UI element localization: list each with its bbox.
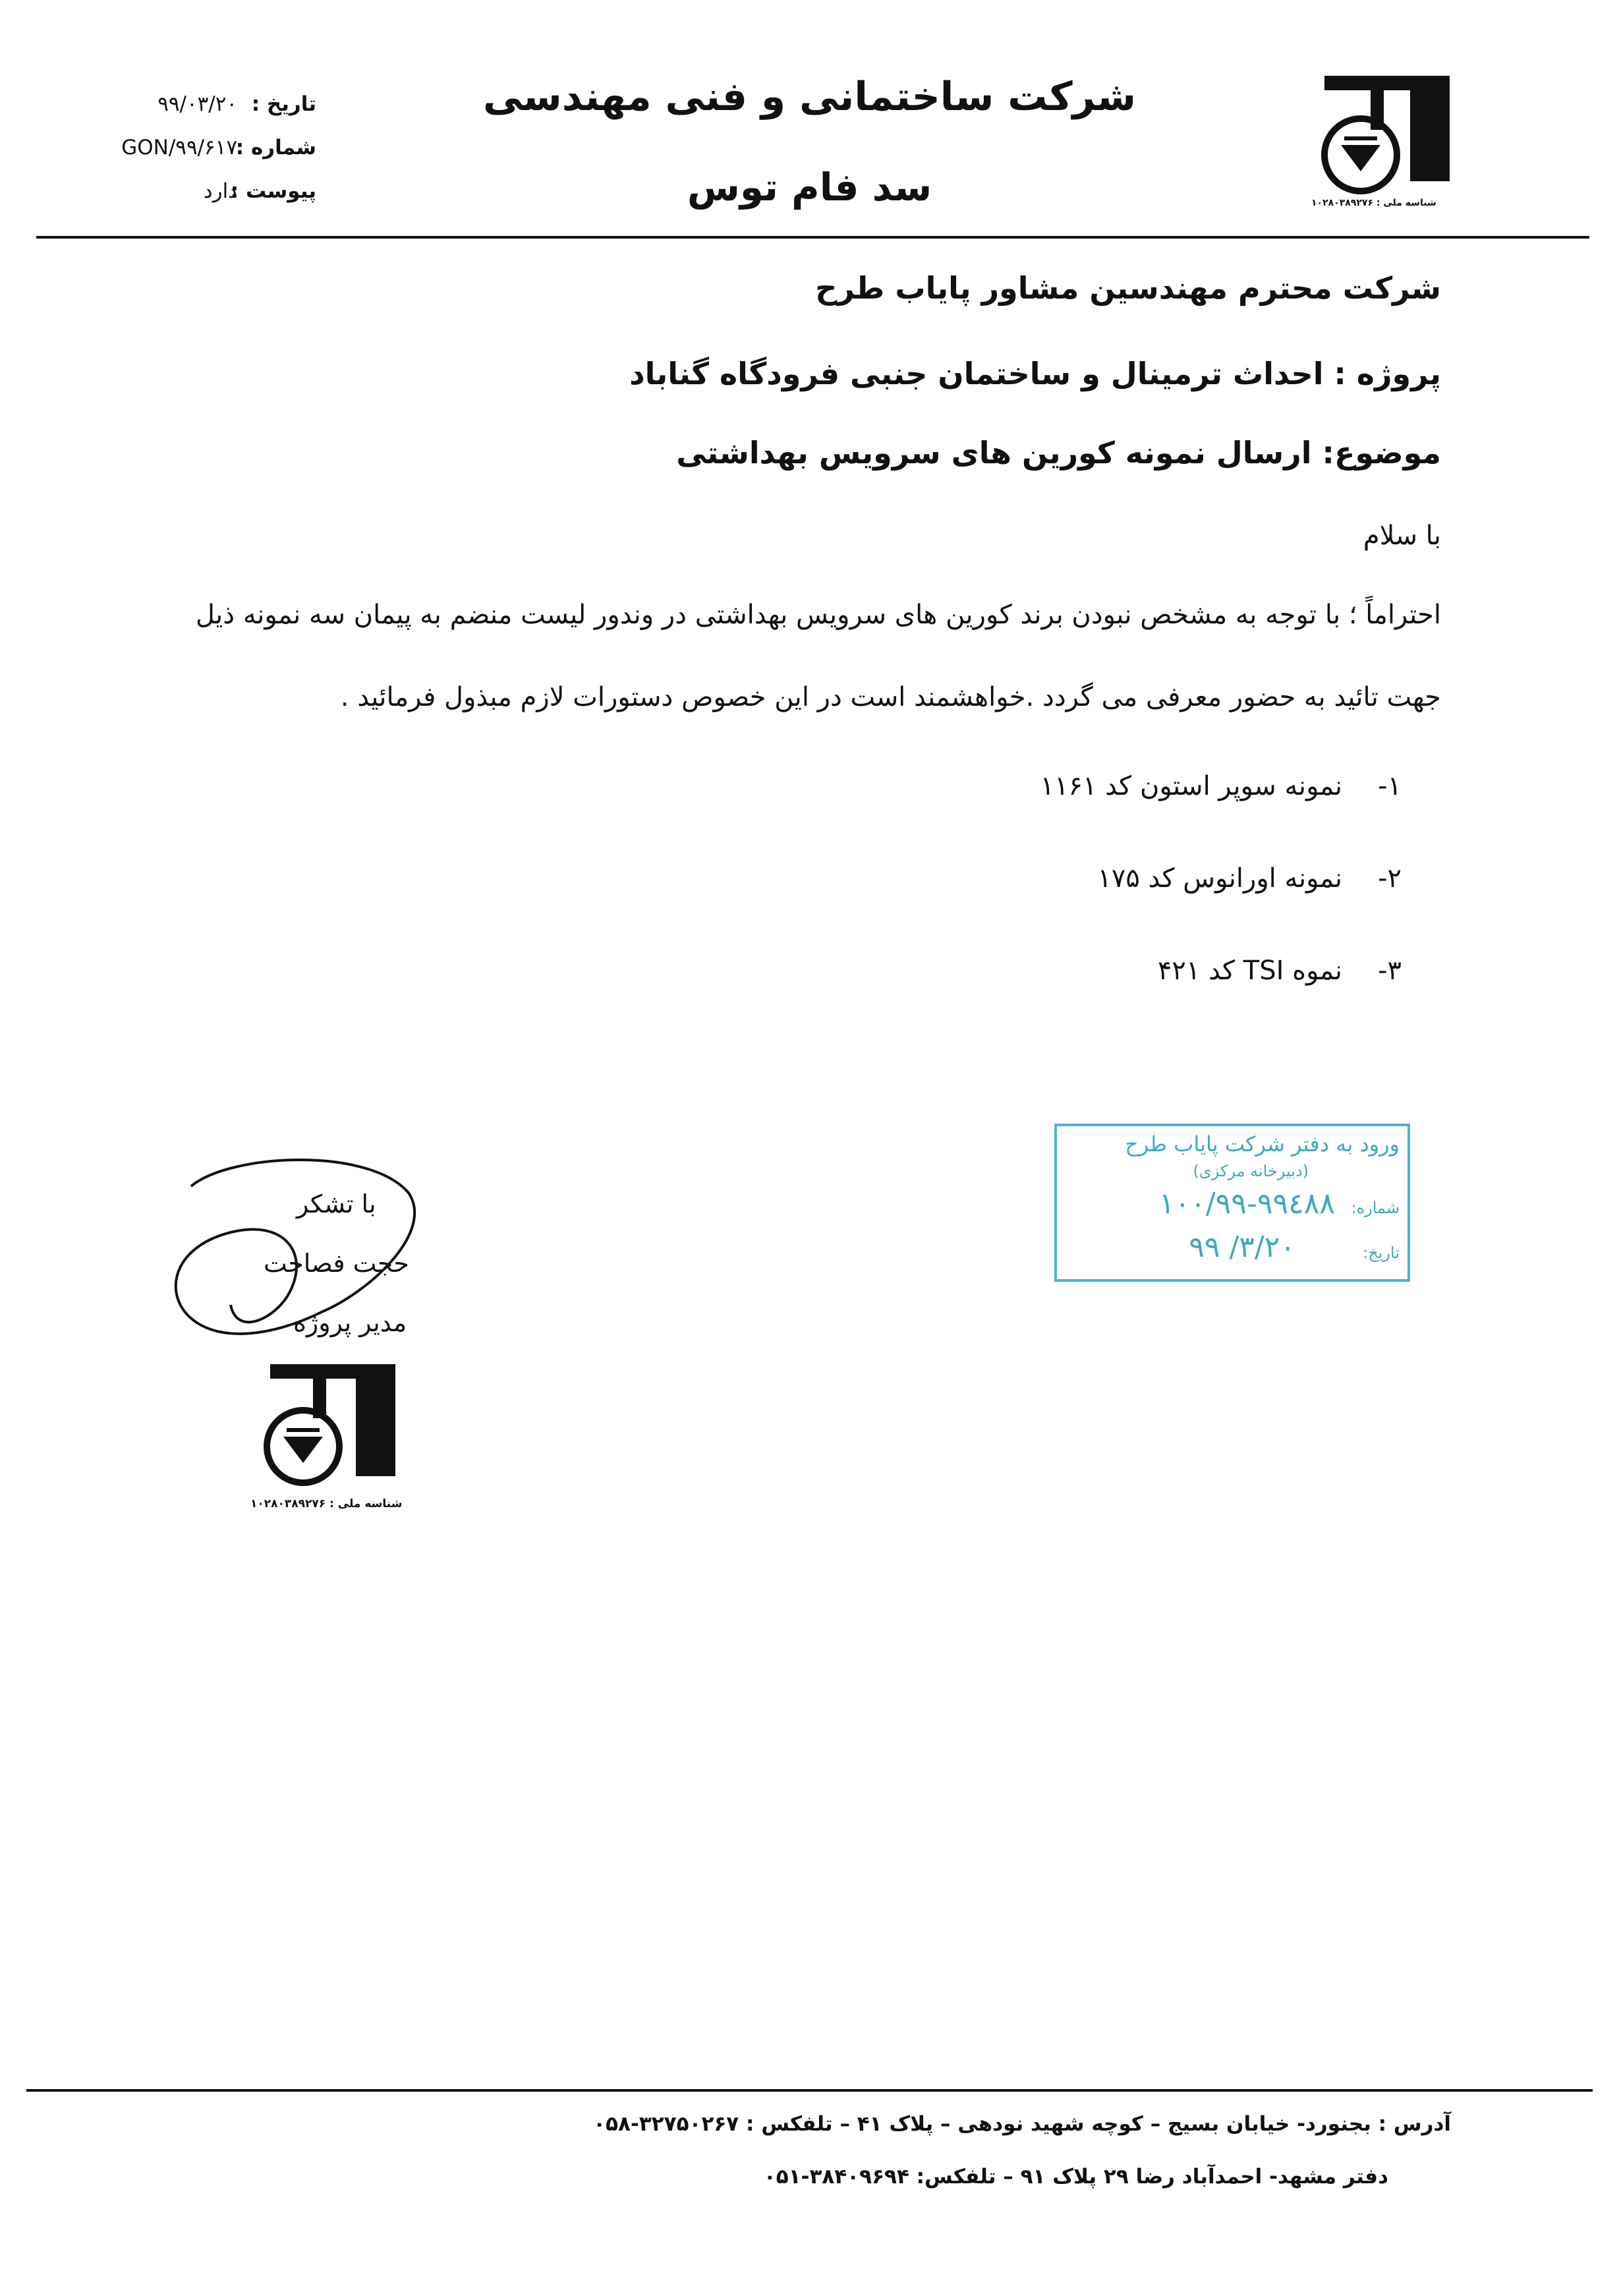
list-item-number: ۳- xyxy=(1378,956,1402,986)
seal-national-id: شناسه ملی : ۱۰۲۸۰۳۸۹۲۷۶ xyxy=(250,1497,403,1510)
receipt-stamp xyxy=(1054,1124,1410,1282)
attachment-label: پیوست : xyxy=(230,179,316,203)
body-paragraph-line1: احتراماً ؛ با توجه به مشخص نبودن برند کورین های سرویس بهداشتی در وندور لیست منضم به پیمان سه نمونه ذیل xyxy=(195,600,1441,630)
signature-name: حجت فصاحت xyxy=(264,1249,409,1278)
list-item-number: ۲- xyxy=(1378,863,1402,894)
recipient: شرکت محترم مهندسین مشاور پایاب طرح xyxy=(815,270,1441,306)
company-name: شرکت ساختمانی و فنی مهندسی xyxy=(483,74,1136,120)
footer-office: دفتر مشهد- احمدآباد رضا ۲۹ پلاک ۹۱ – تلفکس: ۳۸۴۰۹۶۹۴-۰۵۱ xyxy=(763,2165,1388,2189)
company-seal xyxy=(250,1344,409,1529)
logo-national-id: شناسه ملی : ۱۰۲۸۰۳۸۹۲۷۶ xyxy=(1311,198,1436,208)
date-row xyxy=(66,92,316,125)
stamp-title: ورود به دفتر شرکت پایاب طرح xyxy=(1125,1132,1400,1157)
number-label: شماره : xyxy=(235,136,316,159)
stamp-number-value: ۱۰۰/۹۹-۹۹٤۸۸ xyxy=(1158,1187,1335,1220)
number-row xyxy=(66,136,316,169)
attachment-row xyxy=(66,179,316,212)
footer-address: آدرس : بجنورد- خیابان بسیج – کوچه شهید نودهی – پلاک ۴۱ – تلفکس : ۳۲۷۵۰۲۶۷-۰۵۸ xyxy=(593,2112,1451,2136)
signature-role: مدیر پروژه xyxy=(293,1308,407,1337)
date-value: ۹۹/۰۳/۲۰ xyxy=(157,92,237,116)
list-item-text: نمونه سوپر استون کد ۱۱۶۱ xyxy=(1040,771,1342,801)
attachment-value: دارد xyxy=(203,179,237,203)
number-value: GON/۹۹/۶۱۷ xyxy=(121,136,237,159)
body-paragraph-line2: جهت تائید به حضور معرفی می گردد .خواهشمند است در این خصوص دستورات لازم مبذول فرمائید . xyxy=(340,682,1441,712)
list-item xyxy=(1040,771,1402,801)
stamp-subtitle: (دبیرخانه مرکزی) xyxy=(1193,1162,1309,1180)
company-logo-icon xyxy=(1311,63,1463,194)
company-seal-icon xyxy=(250,1344,409,1496)
stamp-number-label: شماره: xyxy=(1351,1199,1400,1217)
project-line: پروژه : احداث ترمینال و ساختمان جنبی فرودگاه گناباد xyxy=(629,356,1441,391)
subject-line: موضوع: ارسال نمونه کورین های سرویس بهداشتی xyxy=(676,435,1441,471)
stamp-date-value: ۹۹ /۳/۲۰ xyxy=(1189,1230,1295,1264)
company-logo xyxy=(1311,63,1463,217)
list-item-text: نمونه اورانوس کد ۱۷۵ xyxy=(1097,863,1342,894)
company-brand: سد فام توس xyxy=(687,165,932,210)
footer-divider xyxy=(26,2089,1593,2092)
list-item-text: نموه TSI کد ۴۲۱ xyxy=(1157,956,1342,986)
letter-meta xyxy=(66,92,316,204)
greeting: با سلام xyxy=(1363,521,1441,551)
signature-thanks: با تشکر xyxy=(297,1190,376,1219)
header-divider xyxy=(36,236,1589,239)
list-item xyxy=(1157,956,1402,986)
list-item-number: ۱- xyxy=(1378,771,1402,801)
date-label: تاریخ : xyxy=(251,92,316,116)
list-item xyxy=(1097,863,1402,894)
stamp-date-label: تاریخ: xyxy=(1363,1244,1400,1262)
